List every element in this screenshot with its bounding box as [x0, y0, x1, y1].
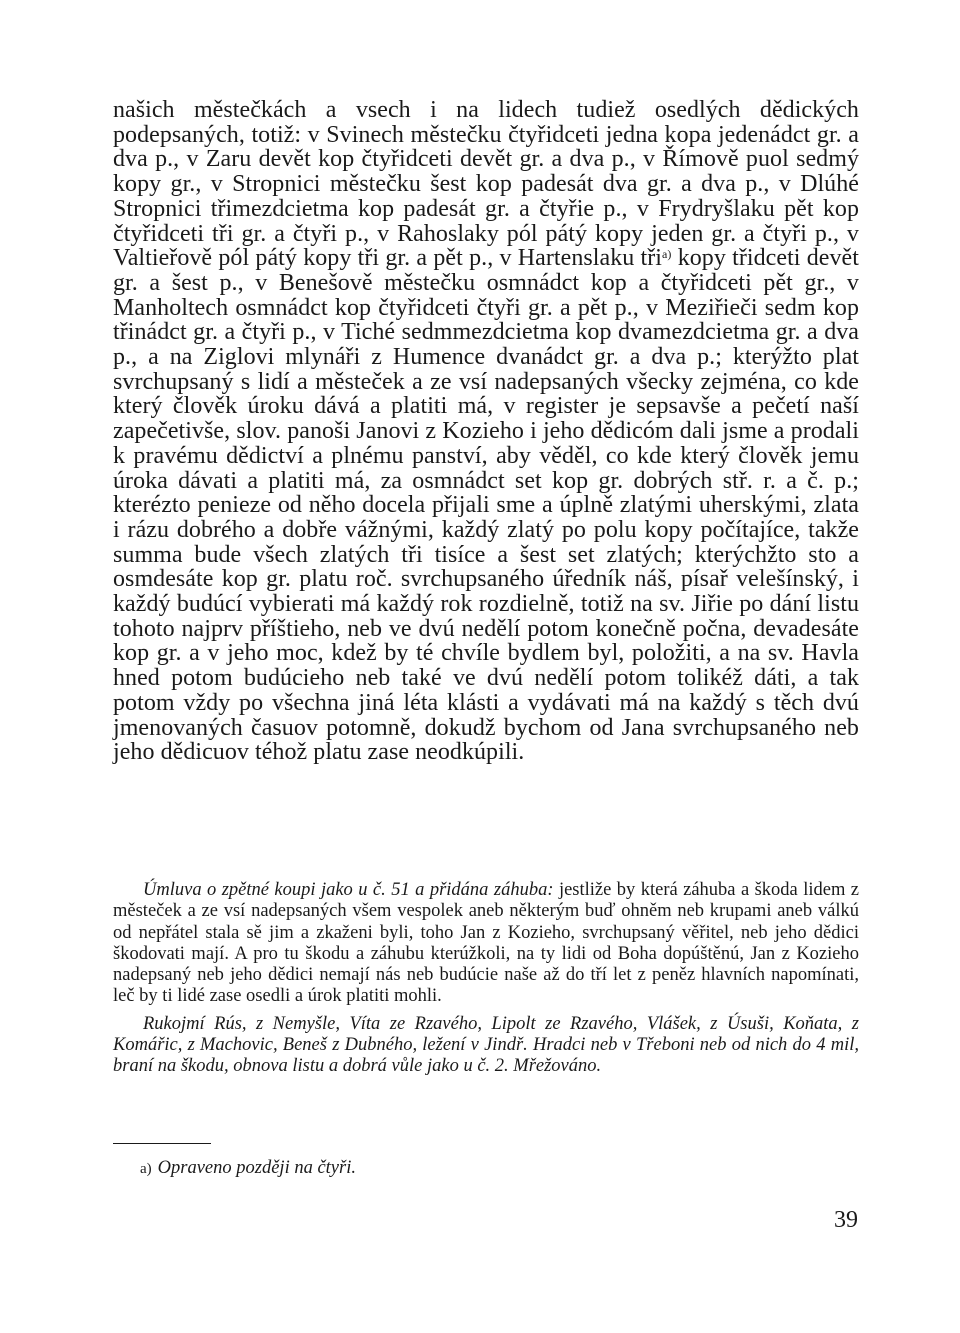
- page-number: 39: [834, 1207, 858, 1233]
- footnote-reference: a): [662, 247, 672, 262]
- main-text-block: [113, 98, 859, 765]
- footnote-divider: [113, 1143, 211, 1144]
- body-text: našich městečkách a vsech i na lidech tudiež osedlých dědických podepsaných, totiž: v Svinech městečku čtyřidceti jedna kopa jedenádct gr. a dva p., v Zaru devět kop čtyřidceti devět gr. a dva p., v Římově puol sedmý kopy gr., v Stropnici městečku šest kop padesát dva gr. a dva p., v Dlúhé Stropnici třimezdcietma kop padesát gr. a čtyřie p., v Frydryšlaku pět kop čtyřidceti tři gr. a čtyři p., v Rahoslaky pól pátý kopy jeden gr. a čtyři p., v Valtieřově pól pátý kopy tři gr. a pět p., v Hartenslaku tři: [113, 97, 859, 272]
- body-text-continuation: kopy třidceti devět gr. a šest p., v Benešově městečku osmnádct kop a čtyřidceti pět gr., v Manholtech osmnádct kop čtyřidceti čtyři gr. a pět p., v Meziřieči sedm kop třinádct gr. a čtyři p., v Tiché sedmmezdcietma kop dvamezdcietma gr. a dva p., a na Ziglovi mlynáři z Humence dvanádct gr. a dva p.; kterýžto plat svrchupsaný s lidí a městeček a ze vsí nadepsaných všecky zejména, co kde který člověk úroku dává a platiti má, v register je sepsavše a pečetí naší zapečetivše, slov. panoši Janovi z Kozieho i jeho dědicóm dali jsme a prodali k pravému dědictví a plnému panství, aby věděl, co kde který člověk jemu úroka dávati a platiti má, za osmnádct set kop gr. dobrých stř. r. a č. p.; kterézto penieze od něho docela přijali sme a úplně zlatými uherskými, zlata i rázu dobrého a dobře vážnými, každý zlatý po polu kopy počítajíce, takže summa bude všech zlatých tři tisíce a šest set zlatých; kterýchžto sto a osmdesáte kop gr. platu roč. svrchupsaného úředník náš, písař velešínský, i každý budúcí vybierati má každý rok rozdielně, totiž na sv. Jiřie po dání listu tohoto najprv příštieho, neb ve dvú nedělí potom konečně počna, devadesáte kop gr. a v jeho moc, kdež by té chvíle bydlem byl, položiti, a na sv. Havla hned potom budúcieho neb také ve dvú nedělí potom tolikéž dáti, a tak potom vždy po všechna jiná léta klásti a vydávati má na každý s těch dvú jmenovaných časuov potomně, dokudž bychom od Jana svrchupsaného neb jeho dědicuov téhož platu zase neodkúpili.: [113, 245, 859, 766]
- note-paragraph-agreement: [113, 880, 859, 1008]
- note-text: jestliže by která záhuba a škoda lidem z městeček a ze vsí nadepsaných všem vespolek aneb některým buď ohněm neb krupami aneb válkú od nepřátel stala sě jim a zkaženi byli, toho Jan z Kozieho, svrchupsaný věřitel, neb jeho dědici škodovati mají. A pro tu škodu a záhubu kterúžkoli, na ty lidi od Boha dopúštěnú, Jan z Kozieho nadepsaný neb jeho dědici nemají nás neb budúcie naše až do tří let z peněz hlavních napomínati, leč by ti lidé zase osedli a úrok platiti mohli.: [113, 880, 859, 1007]
- body-paragraph: [113, 98, 859, 765]
- footnote: [140, 1157, 840, 1180]
- footnote-mark: a): [140, 1161, 152, 1177]
- note-lead: Úmluva o zpětné koupi jako u č. 51 a přidána záhuba:: [143, 880, 554, 900]
- footnote-text: Opraveno později na čtyři.: [157, 1158, 356, 1178]
- note-paragraph-witnesses: Rukojmí Rús, z Nemyšle, Víta ze Rzavého, Lipolt ze Rzavého, Vlášek, z Úsuši, Koňata, z Komářic, z Machovic, Beneš z Dubného, ležení v Jindř. Hradci neb v Třeboni neb od nich do 4 mil, braní na škodu, obnova listu a dobrá vůle jako u č. 2. Mřežováno.: [113, 1013, 859, 1077]
- editorial-notes: [113, 880, 859, 1078]
